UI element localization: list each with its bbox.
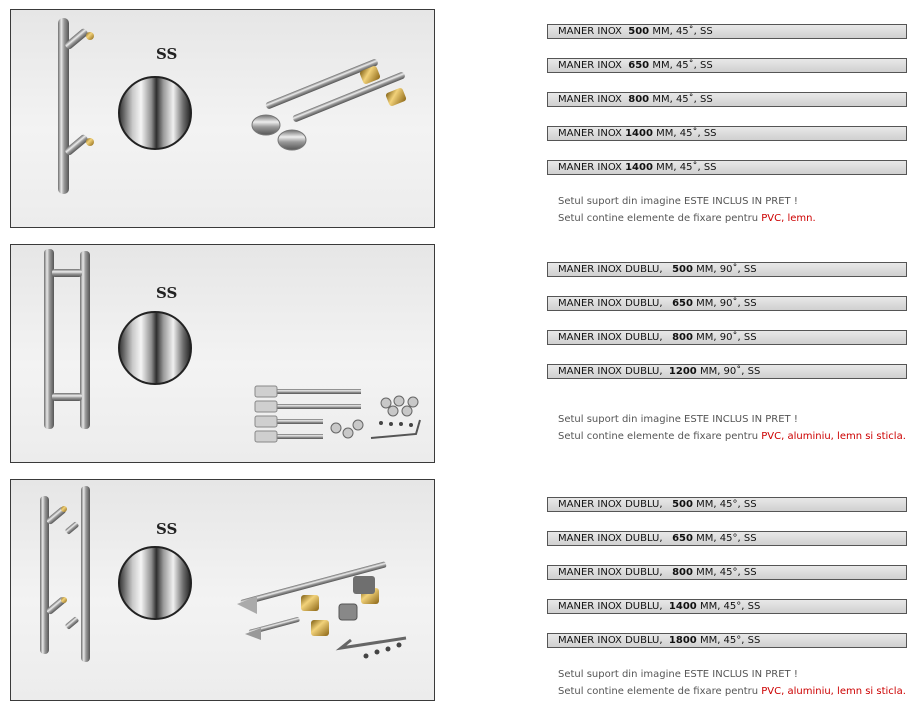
product-option[interactable]: MANER INOX 650 MM, 45˚, SS	[547, 58, 907, 73]
product-image-double-handle-45	[10, 479, 435, 701]
fixing-note: Setul contine elemente de fixare pentru PVC, lemn.	[558, 213, 816, 224]
finish-label: SS	[156, 45, 178, 63]
fixing-note: Setul contine elemente de fixare pentru PVC, aluminiu, lemn si sticla.	[558, 431, 906, 442]
included-note: Setul suport din imagine ESTE INCLUS IN PRET !	[558, 669, 798, 680]
fixing-materials: PVC, aluminiu, lemn si sticla.	[761, 431, 906, 442]
product-option[interactable]: MANER INOX DUBLU, 800 MM, 45°, SS	[547, 565, 907, 580]
product-option[interactable]: MANER INOX DUBLU, 650 MM, 90˚, SS	[547, 296, 907, 311]
finish-label: SS	[156, 284, 178, 302]
included-note: Setul suport din imagine ESTE INCLUS IN PRET !	[558, 414, 798, 425]
double-handle-90-illustration	[11, 245, 435, 463]
product-option[interactable]: MANER INOX DUBLU, 1800 MM, 45°, SS	[547, 633, 907, 648]
product-option[interactable]: MANER INOX DUBLU, 800 MM, 90˚, SS	[547, 330, 907, 345]
stainless-steel-swatch	[118, 311, 192, 385]
product-option[interactable]: MANER INOX 1400 MM, 45˚, SS	[547, 160, 907, 175]
stainless-steel-swatch	[118, 546, 192, 620]
product-option[interactable]: MANER INOX DUBLU, 1400 MM, 45°, SS	[547, 599, 907, 614]
product-option[interactable]: MANER INOX 800 MM, 45˚, SS	[547, 92, 907, 107]
stainless-steel-swatch	[118, 76, 192, 150]
fixing-materials: PVC, lemn.	[761, 213, 816, 224]
product-option[interactable]: MANER INOX DUBLU, 650 MM, 45°, SS	[547, 531, 907, 546]
product-option[interactable]: MANER INOX DUBLU, 500 MM, 45°, SS	[547, 497, 907, 512]
product-option[interactable]: MANER INOX DUBLU, 1200 MM, 90˚, SS	[547, 364, 907, 379]
product-option[interactable]: MANER INOX 1400 MM, 45˚, SS	[547, 126, 907, 141]
fixing-note: Setul contine elemente de fixare pentru PVC, aluminiu, lemn si sticla.	[558, 686, 906, 697]
product-option[interactable]: MANER INOX 500 MM, 45˚, SS	[547, 24, 907, 39]
fixing-materials: PVC, aluminiu, lemn si sticla.	[761, 686, 906, 697]
product-option[interactable]: MANER INOX DUBLU, 500 MM, 90˚, SS	[547, 262, 907, 277]
product-image-double-handle-90	[10, 244, 435, 463]
double-handle-45-illustration	[11, 480, 435, 701]
single-handle-illustration	[11, 10, 435, 228]
included-note: Setul suport din imagine ESTE INCLUS IN PRET !	[558, 196, 798, 207]
product-image-single-handle	[10, 9, 435, 228]
finish-label: SS	[156, 520, 178, 538]
